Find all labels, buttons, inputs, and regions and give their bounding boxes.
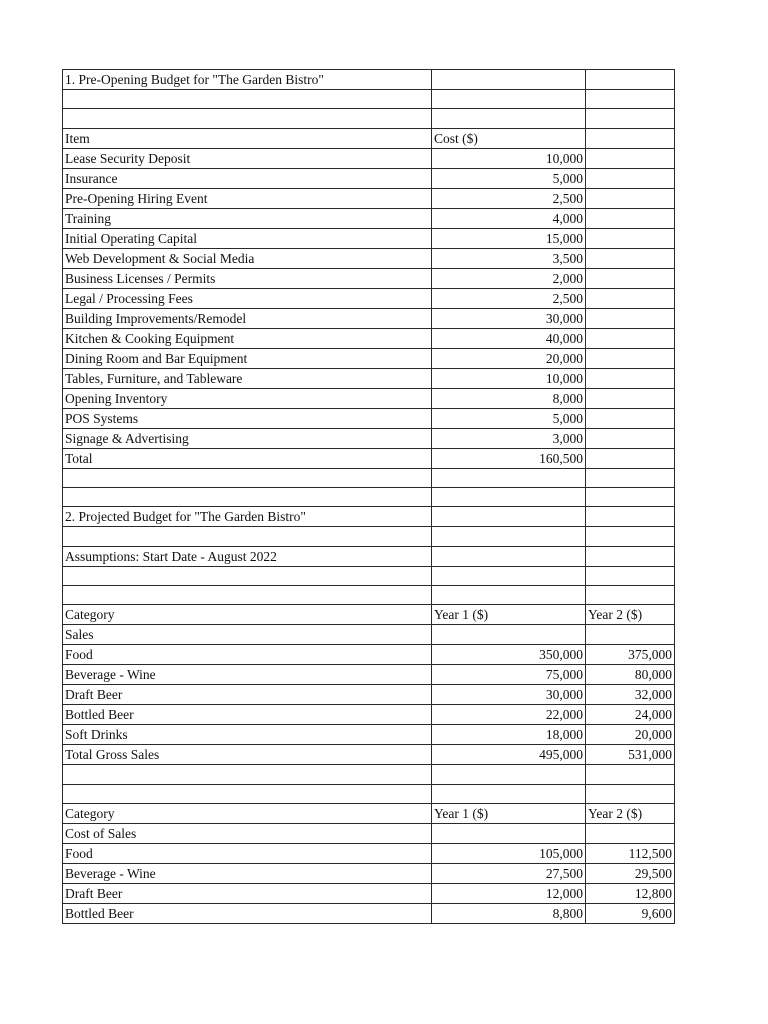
table-cell[interactable]	[586, 288, 675, 308]
table-cell[interactable]: 3,500	[432, 248, 586, 268]
table-cell[interactable]: Assumptions: Start Date - August 2022	[63, 546, 432, 566]
table-cell[interactable]: 10,000	[432, 148, 586, 168]
table-cell[interactable]: 375,000	[586, 645, 675, 665]
table-cell[interactable]: Bottled Beer	[63, 904, 432, 924]
table-cell[interactable]	[432, 507, 586, 527]
table-cell[interactable]: 20,000	[586, 725, 675, 745]
table-cell[interactable]: 160,500	[432, 448, 586, 468]
table-cell[interactable]: 2,500	[432, 188, 586, 208]
table-cell[interactable]	[586, 488, 675, 507]
table-cell[interactable]	[63, 586, 432, 605]
table-cell[interactable]: 2,000	[432, 268, 586, 288]
table-cell[interactable]: Category	[63, 605, 432, 625]
table-cell[interactable]	[63, 109, 432, 128]
table-cell[interactable]	[586, 90, 675, 109]
table-cell[interactable]	[586, 546, 675, 566]
table-cell[interactable]: 12,000	[432, 884, 586, 904]
table-cell[interactable]	[63, 566, 432, 585]
table-row	[63, 148, 675, 168]
table-row	[63, 705, 675, 725]
table-cell[interactable]: 4,000	[432, 208, 586, 228]
table-cell[interactable]: 8,800	[432, 904, 586, 924]
table-row	[63, 586, 675, 605]
table-cell[interactable]	[586, 586, 675, 605]
table-cell[interactable]: 32,000	[586, 685, 675, 705]
table-cell[interactable]	[432, 566, 586, 585]
table-cell[interactable]: 10,000	[432, 368, 586, 388]
table-cell[interactable]: 9,600	[586, 904, 675, 924]
table-cell[interactable]: Beverage - Wine	[63, 665, 432, 685]
table-cell[interactable]	[586, 507, 675, 527]
table-cell[interactable]	[586, 428, 675, 448]
table-row	[63, 665, 675, 685]
table-cell[interactable]: Sales	[63, 625, 432, 645]
table-row	[63, 884, 675, 904]
table-cell[interactable]: Cost of Sales	[63, 824, 432, 844]
table-row	[63, 90, 675, 109]
table-row	[63, 784, 675, 803]
table-cell[interactable]	[432, 765, 586, 784]
table-cell[interactable]	[586, 148, 675, 168]
table-cell[interactable]: Pre-Opening Hiring Event	[63, 188, 432, 208]
table-cell[interactable]: 22,000	[432, 705, 586, 725]
table-cell[interactable]: Beverage - Wine	[63, 864, 432, 884]
table-row	[63, 168, 675, 188]
table-cell[interactable]: 5,000	[432, 408, 586, 428]
table-cell[interactable]: 27,500	[432, 864, 586, 884]
table-cell[interactable]: 29,500	[586, 864, 675, 884]
table-cell[interactable]: Insurance	[63, 168, 432, 188]
table-cell[interactable]: 12,800	[586, 884, 675, 904]
table-cell[interactable]	[432, 625, 586, 645]
table-row	[63, 248, 675, 268]
table-row	[63, 645, 675, 665]
table-cell[interactable]: 40,000	[432, 328, 586, 348]
table-row	[63, 428, 675, 448]
table-cell[interactable]: Bottled Beer	[63, 705, 432, 725]
table-cell[interactable]: Building Improvements/Remodel	[63, 308, 432, 328]
table-cell[interactable]: 80,000	[586, 665, 675, 685]
table-cell[interactable]: Web Development & Social Media	[63, 248, 432, 268]
table-cell[interactable]: Item	[63, 128, 432, 148]
table-row	[63, 745, 675, 765]
table-cell[interactable]: Kitchen & Cooking Equipment	[63, 328, 432, 348]
table-cell[interactable]: 18,000	[432, 725, 586, 745]
table-row	[63, 765, 675, 784]
table-cell[interactable]: Tables, Furniture, and Tableware	[63, 368, 432, 388]
table-cell[interactable]: Dining Room and Bar Equipment	[63, 348, 432, 368]
table-row	[63, 288, 675, 308]
table-cell[interactable]: 2,500	[432, 288, 586, 308]
table-row	[63, 904, 675, 924]
budget-spreadsheet	[62, 69, 675, 924]
table-cell[interactable]	[432, 70, 586, 90]
table-cell[interactable]: 75,000	[432, 665, 586, 685]
table-cell[interactable]: 350,000	[432, 645, 586, 665]
table-cell[interactable]: Total Gross Sales	[63, 745, 432, 765]
table-cell[interactable]: 2. Projected Budget for "The Garden Bistro"	[63, 507, 432, 527]
table-cell[interactable]	[586, 388, 675, 408]
table-cell[interactable]: Food	[63, 844, 432, 864]
table-row	[63, 527, 675, 546]
table-cell[interactable]	[432, 784, 586, 803]
table-cell[interactable]	[586, 228, 675, 248]
table-cell[interactable]	[586, 208, 675, 228]
table-cell[interactable]: Year 2 ($)	[586, 605, 675, 625]
table-cell[interactable]	[63, 527, 432, 546]
table-cell[interactable]	[432, 109, 586, 128]
table-cell[interactable]	[63, 90, 432, 109]
table-cell[interactable]: Training	[63, 208, 432, 228]
table-cell[interactable]: Category	[63, 804, 432, 824]
table-cell[interactable]: 24,000	[586, 705, 675, 725]
table-row	[63, 368, 675, 388]
table-cell[interactable]	[432, 527, 586, 546]
table-cell[interactable]	[586, 168, 675, 188]
table-row	[63, 208, 675, 228]
table-row	[63, 109, 675, 128]
table-cell[interactable]: Draft Beer	[63, 884, 432, 904]
table-row	[63, 448, 675, 468]
table-row	[63, 328, 675, 348]
table-row	[63, 546, 675, 566]
table-cell[interactable]	[586, 448, 675, 468]
table-cell[interactable]	[432, 488, 586, 507]
table-row	[63, 408, 675, 428]
table-cell[interactable]	[432, 824, 586, 844]
table-cell[interactable]: Opening Inventory	[63, 388, 432, 408]
table-cell[interactable]: Draft Beer	[63, 685, 432, 705]
table-row	[63, 488, 675, 507]
table-cell[interactable]: 30,000	[432, 308, 586, 328]
table-cell[interactable]: 112,500	[586, 844, 675, 864]
table-row	[63, 804, 675, 824]
table-cell[interactable]: Cost ($)	[432, 128, 586, 148]
table-cell[interactable]	[586, 248, 675, 268]
table-cell[interactable]: Food	[63, 645, 432, 665]
table-cell[interactable]: 15,000	[432, 228, 586, 248]
table-row	[63, 605, 675, 625]
table-row	[63, 228, 675, 248]
table-cell[interactable]	[586, 348, 675, 368]
table-row	[63, 844, 675, 864]
table-row	[63, 348, 675, 368]
table-cell[interactable]: Legal / Processing Fees	[63, 288, 432, 308]
table-row	[63, 725, 675, 745]
table-cell[interactable]	[63, 468, 432, 487]
table-row	[63, 70, 675, 90]
table-cell[interactable]: Year 1 ($)	[432, 804, 586, 824]
table-cell[interactable]: Lease Security Deposit	[63, 148, 432, 168]
table-row	[63, 188, 675, 208]
table-cell[interactable]	[586, 566, 675, 585]
table-row	[63, 507, 675, 527]
table-cell[interactable]	[586, 824, 675, 844]
spreadsheet-body	[63, 70, 675, 924]
table-cell[interactable]	[586, 368, 675, 388]
table-cell[interactable]	[63, 784, 432, 803]
table-cell[interactable]: 30,000	[432, 685, 586, 705]
table-cell[interactable]	[432, 546, 586, 566]
table-cell[interactable]	[586, 268, 675, 288]
table-row	[63, 308, 675, 328]
table-row	[63, 268, 675, 288]
table-cell[interactable]: 105,000	[432, 844, 586, 864]
table-row	[63, 128, 675, 148]
table-cell[interactable]	[586, 128, 675, 148]
table-cell[interactable]: 5,000	[432, 168, 586, 188]
table-cell[interactable]	[63, 488, 432, 507]
table-row	[63, 625, 675, 645]
table-cell[interactable]	[586, 625, 675, 645]
table-cell[interactable]	[432, 586, 586, 605]
table-cell[interactable]	[586, 328, 675, 348]
table-row	[63, 864, 675, 884]
table-row	[63, 388, 675, 408]
table-cell[interactable]	[586, 70, 675, 90]
table-row	[63, 824, 675, 844]
table-cell[interactable]: Year 1 ($)	[432, 605, 586, 625]
table-cell[interactable]	[586, 188, 675, 208]
table-cell[interactable]: Signage & Advertising	[63, 428, 432, 448]
table-cell[interactable]: 1. Pre-Opening Budget for "The Garden Bistro"	[63, 70, 432, 90]
table-cell[interactable]	[432, 90, 586, 109]
table-cell[interactable]	[432, 468, 586, 487]
table-cell[interactable]: 495,000	[432, 745, 586, 765]
table-cell[interactable]: Soft Drinks	[63, 725, 432, 745]
table-cell[interactable]: Business Licenses / Permits	[63, 268, 432, 288]
table-cell[interactable]: 20,000	[432, 348, 586, 368]
table-cell[interactable]: Year 2 ($)	[586, 804, 675, 824]
table-cell[interactable]	[586, 308, 675, 328]
table-cell[interactable]	[586, 109, 675, 128]
table-cell[interactable]: Total	[63, 448, 432, 468]
table-cell[interactable]	[586, 765, 675, 784]
table-cell[interactable]	[63, 765, 432, 784]
table-cell[interactable]: 3,000	[432, 428, 586, 448]
table-cell[interactable]: 8,000	[432, 388, 586, 408]
table-cell[interactable]: 531,000	[586, 745, 675, 765]
table-row	[63, 566, 675, 585]
table-cell[interactable]	[586, 468, 675, 487]
table-row	[63, 685, 675, 705]
table-cell[interactable]	[586, 408, 675, 428]
table-cell[interactable]	[586, 527, 675, 546]
table-cell[interactable]: Initial Operating Capital	[63, 228, 432, 248]
table-cell[interactable]: POS Systems	[63, 408, 432, 428]
table-cell[interactable]	[586, 784, 675, 803]
table-row	[63, 468, 675, 487]
